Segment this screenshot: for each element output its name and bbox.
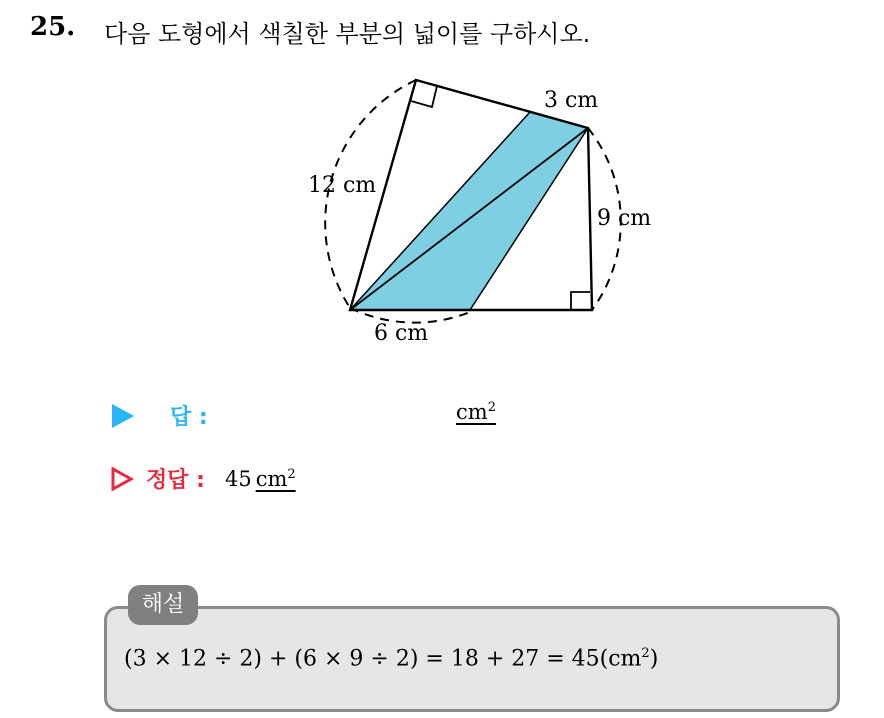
label-top-edge: 3 cm <box>544 88 599 113</box>
right-angle-mark-bottom <box>571 292 590 310</box>
explanation-formula: $(3 \times 12 \div 2) + (6 \times 9 \div 2) = 18 + 27 = 45(cm^2)$ <box>124 646 659 672</box>
play-triangle-filled-icon <box>112 404 134 428</box>
answer-unit: $cm^2$ <box>456 400 496 424</box>
label-right-edge: 9 cm <box>597 206 652 231</box>
play-triangle-outline-icon <box>110 467 134 491</box>
question-number: 25. <box>30 12 76 42</box>
shaded-region <box>350 112 588 310</box>
answer-unit-blank[interactable] <box>456 400 496 424</box>
correct-answer-row <box>110 463 296 494</box>
right-angle-mark-top <box>411 86 437 107</box>
correct-answer-label: 정답 : <box>146 468 205 493</box>
answer-label: 답 : <box>170 405 208 430</box>
correct-answer-unit: $cm^2$ <box>255 466 296 491</box>
explanation-title: 해설 <box>128 585 198 625</box>
label-bottom-edge: 6 cm <box>374 321 429 346</box>
label-left-edge: 12 cm <box>308 173 377 198</box>
correct-answer-value: 45 <box>224 466 252 491</box>
answer-row <box>112 400 208 431</box>
question-text: 다음 도형에서 색칠한 부분의 넓이를 구하시오. <box>104 20 591 48</box>
